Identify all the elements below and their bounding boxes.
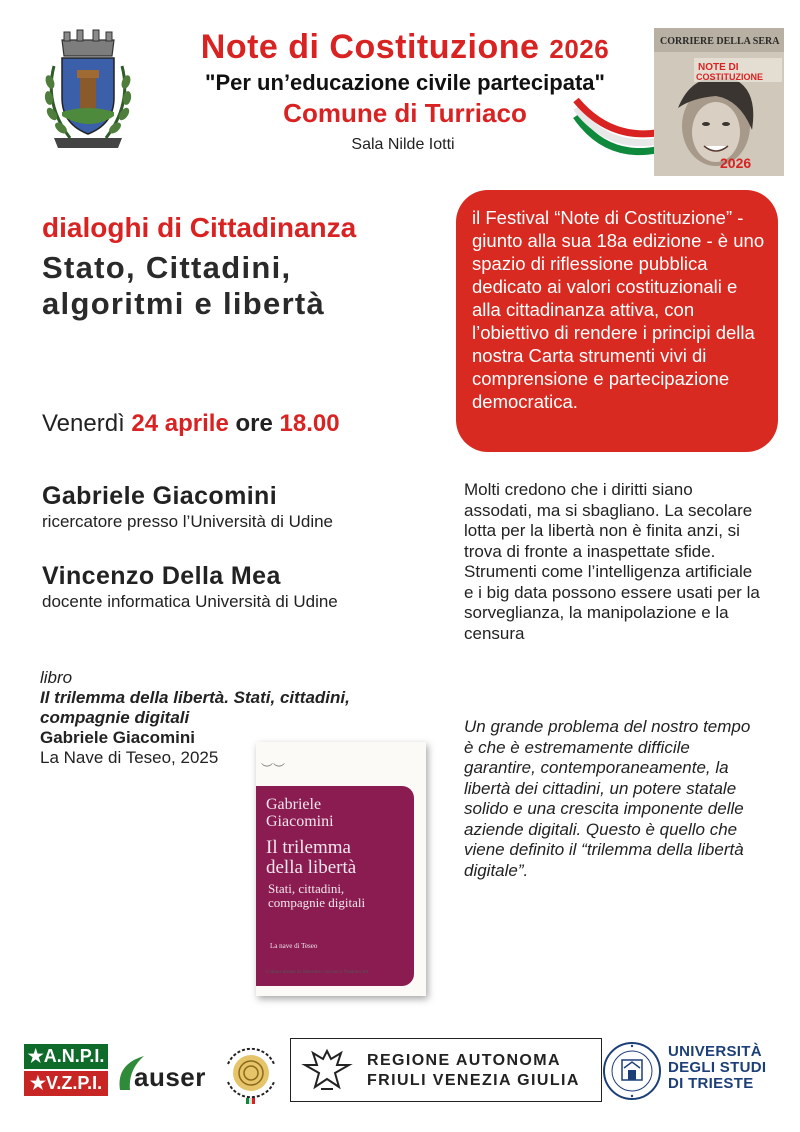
university-name-line: UNIVERSITÀ	[668, 1043, 762, 1060]
eagle-icon	[301, 1045, 353, 1097]
book-cover-image	[256, 742, 426, 996]
municipal-crest-icon	[40, 26, 136, 154]
speaker	[42, 482, 333, 532]
event-kicker: dialoghi di Cittadinanza	[42, 212, 357, 243]
book-cover-title-line: Il trilemma	[266, 837, 351, 858]
book-cover-subtitle-line: compagnie digitali	[268, 895, 366, 910]
event-time: 18.00	[279, 410, 340, 437]
poster-newspaper-name: CORRIERE DELLA SERA	[660, 36, 780, 47]
anpi-logo-top: ★A.N.P.I.	[24, 1044, 108, 1069]
anpi-logo	[24, 1044, 108, 1096]
event-day: Venerdì	[42, 410, 125, 437]
anpi-logo-bottom: ★V.Z.P.I.	[24, 1071, 108, 1096]
svg-text:NOTE DI: NOTE DI	[698, 62, 739, 73]
university-seal-icon	[602, 1040, 662, 1102]
venue: Sala Nilde Iotti	[351, 136, 455, 153]
book-label: libro	[40, 668, 73, 687]
region-name-line: REGIONE AUTONOMA	[367, 1052, 561, 1069]
book-title: Il trilemma della libertà. Stati, cittadini, compagnie digitali	[40, 688, 350, 727]
event-datetime	[42, 410, 340, 438]
event-title-line1: Stato, Cittadini,	[42, 250, 292, 285]
speaker-name: Gabriele Giacomini	[42, 482, 278, 510]
book-cover-author	[266, 796, 334, 830]
event-date: 24 aprile	[131, 410, 229, 437]
festival-year: 2026	[549, 34, 610, 64]
festival-poster-image	[654, 28, 784, 176]
region-logo	[290, 1038, 602, 1102]
festival-info-box: il Festival “Note di Costituzione” - giunto alla sua 18a edizione - è uno spazio di riflessione pubblica dedicato ai valori costituzionali e alla cittadinanza attiva, con l’obiettivo di rendere i principi della nostra Carta strumenti vivi di comprensione e partecipazione democratica.	[456, 190, 778, 452]
quote-text: Un grande problema del nostro tempo è che è estremamente difficile garantire, contemporaneamente, la libertà dei cittadini, un potere statale solido e una crescita imponente delle aziende digitali. Questo è quello che viene definito il “trilemma della libertà digitale”.	[464, 717, 751, 880]
festival-subtitle: "Per un’educazione civile partecipata"	[205, 70, 605, 95]
description-text: Molti credono che i diritti siano assodati, ma si sbagliano. La secolare lotta per la libertà non è finita anzi, si trova di fronte a inaspettate sfide. Strumenti come l’intelligenza artificiale e i big data possono essere usati per la sorveglianza, la manipolazione e la censura	[464, 480, 760, 643]
region-name	[367, 1051, 580, 1091]
book-cover-subtitle	[268, 882, 365, 910]
university-name-line: DEGLI STUDI	[668, 1059, 767, 1076]
book-cover-subtitle-line: Stati, cittadini,	[268, 881, 345, 896]
speaker	[42, 562, 338, 612]
event-time-label: ore	[235, 410, 273, 437]
book-wave-icon: ︶︶	[261, 762, 286, 776]
municipality-name: Comune di Turriaco	[283, 98, 527, 128]
poster-year: 2026	[720, 155, 752, 171]
book-cover-author-line: Giacomini	[266, 813, 334, 830]
university-name-line: DI TRIESTE	[668, 1075, 754, 1092]
event-title-line2: algoritmi e libertà	[42, 286, 326, 321]
book-cover-title	[266, 838, 356, 878]
book-cover-author-line: Gabriele	[266, 796, 322, 813]
svg-text:COSTITUZIONE: COSTITUZIONE	[696, 72, 763, 82]
event-title	[42, 250, 325, 322]
book-cover-series: Collana diretta da Massimo Cacciari e Natalino Irti	[266, 970, 369, 975]
festival-title	[140, 28, 670, 68]
university-name	[668, 1044, 766, 1092]
book-cover-panel	[256, 786, 414, 986]
auser-logo	[114, 1050, 224, 1096]
book-cover-title-line: della libertà	[266, 857, 357, 878]
speaker-role: docente informatica Università di Udine	[42, 592, 338, 611]
speaker-role: ricercatore presso l’Università di Udine	[42, 512, 334, 531]
auser-logo-text: auser	[134, 1062, 206, 1092]
book-cover-publisher: La nave di Teseo	[270, 942, 318, 950]
fvg-ring-logo-icon	[218, 1040, 284, 1106]
book-author: Gabriele Giacomini	[40, 728, 195, 747]
region-name-line: FRIULI VENEZIA GIULIA	[367, 1072, 580, 1089]
festival-title-text: Note di Costituzione	[200, 28, 540, 66]
book-publisher: La Nave di Teseo, 2025	[40, 748, 219, 767]
speaker-name: Vincenzo Della Mea	[42, 562, 281, 590]
